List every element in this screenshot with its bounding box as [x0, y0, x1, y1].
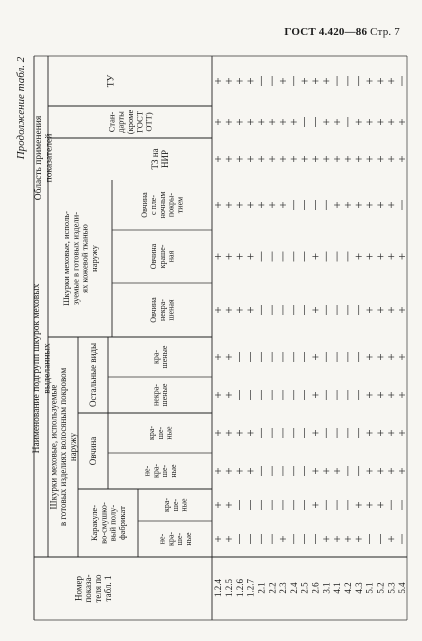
standards-header-label-line: ОТТ) — [143, 112, 154, 132]
leaf-label-6 — [149, 297, 176, 323]
page-number: Стр. 7 — [370, 26, 400, 38]
row-number-1.2.4 — [213, 579, 223, 598]
leather-out-header-label-line: зуемые в готовых издели- — [70, 211, 81, 306]
leaf-label-0-line: кра- — [166, 531, 176, 547]
continuation-note-line: Продолжение табл. 2 — [14, 56, 27, 160]
row-number-line: 5.2 — [375, 582, 386, 594]
leaf-label-2 — [143, 464, 178, 478]
row-number-4.1 — [332, 582, 342, 593]
row-number-4.2 — [343, 582, 353, 593]
area-header-label-line: Область применения — [34, 115, 45, 201]
leaf-label-5-line: кра- — [151, 349, 161, 365]
row-number-line: 3.1 — [321, 582, 332, 594]
standards-header-label-line: дарты — [115, 111, 126, 133]
row-number-2.1 — [256, 582, 266, 593]
leaf-label-8 — [140, 192, 184, 219]
karakul-header-label-line: Каракуле- — [88, 504, 99, 542]
hair-out-header-label — [48, 368, 78, 527]
continuation-note — [15, 56, 27, 160]
row-number-4.3 — [354, 582, 364, 594]
tz-header-label-line: НИР — [160, 149, 171, 169]
number-column-header-line: показа- — [83, 574, 94, 603]
number-column-header — [73, 574, 113, 603]
row-number-line: 4.2 — [343, 582, 354, 594]
standards-header-label-line: Стан- — [106, 111, 117, 133]
leather-out-header-label — [61, 211, 99, 306]
leaf-label-3-line: кра- — [147, 425, 156, 441]
tu-header-label — [106, 74, 116, 87]
karakul-header-label-line: во-смушко- — [98, 502, 109, 544]
karakul-header-label — [89, 502, 127, 544]
row-number-2.4 — [289, 582, 299, 594]
leaf-label-2-line: ше- — [160, 464, 170, 478]
row-number-1.2.7 — [246, 579, 256, 598]
row-number-2.6 — [311, 582, 321, 594]
row-number-line: 4.3 — [353, 582, 364, 594]
row-number-line: 5.1 — [364, 582, 375, 594]
row-number-line: 5.4 — [397, 582, 408, 594]
leaf-label-5-line: шеные — [160, 345, 170, 369]
leaf-label-7-line: краше- — [157, 244, 167, 269]
hair-out-header-label-line: Шкурки меховые, используемые — [48, 384, 59, 510]
row-number-line: 2.1 — [256, 582, 267, 594]
row-number-5.2 — [376, 582, 386, 593]
leaf-label-5 — [151, 345, 169, 368]
leaf-label-1-line: ные — [179, 498, 189, 512]
leaf-label-8-line: тием — [175, 196, 185, 214]
leaf-label-2-line: ные — [169, 464, 178, 478]
row-number-2.2 — [267, 582, 277, 593]
leather-out-header-label-line: Шкурки меховые, исполь- — [60, 211, 71, 306]
leaf-label-1 — [162, 498, 189, 512]
leaf-label-8-line: с пле- — [149, 194, 158, 216]
row-number-5.4 — [397, 582, 407, 594]
row-number-line: 2.2 — [267, 582, 278, 594]
leather-out-header-label-line: наружу — [89, 245, 99, 272]
group-header-label-line: Наименование подгрупп шкурок меховых — [32, 283, 43, 454]
hair-out-header-label-line: наружу — [68, 432, 79, 462]
leaf-label-7-line: Овчина — [149, 243, 158, 270]
number-column-header-line: теля по — [93, 574, 104, 603]
leaf-label-3 — [147, 426, 174, 440]
leaf-label-7-line: ная — [166, 250, 176, 263]
leaf-label-1-line: кра- — [162, 497, 171, 513]
row-number-line: 1.2.4 — [213, 579, 224, 597]
leaf-label-8-line: покры- — [166, 192, 176, 218]
row-number-2.3 — [278, 582, 288, 594]
row-number-5.1 — [365, 582, 375, 593]
leaf-label-3-line: ше- — [155, 426, 165, 440]
row-number-line: 2.5 — [299, 582, 310, 594]
leaf-label-2-line: не- — [142, 465, 152, 477]
leaf-label-6-line: некра- — [157, 299, 167, 321]
area-header-label-line: показателей — [44, 133, 55, 183]
area-header-label — [33, 115, 54, 200]
leaf-label-6-line: Овчина — [149, 297, 158, 323]
other-header-label — [88, 343, 98, 407]
ovchina-header-label — [88, 437, 98, 466]
row-number-5.3 — [386, 582, 396, 594]
row-number-line: 5.3 — [386, 582, 397, 594]
tz-header-label-line: ТЗ на — [150, 148, 161, 170]
leaf-label-7 — [149, 243, 176, 269]
row-number-line: 4.1 — [332, 582, 343, 594]
row-number-line: 2.4 — [288, 582, 299, 594]
leaf-label-1-line: ше- — [170, 498, 180, 512]
tz-header-label — [150, 148, 170, 169]
standards-header-label — [106, 110, 153, 135]
row-number-3.1 — [321, 582, 331, 593]
group-header-label-line: выделанных — [42, 343, 53, 394]
leaf-label-0-line: ше- — [175, 532, 185, 546]
row-number-line: 2.6 — [310, 582, 321, 594]
leaf-label-4 — [151, 383, 169, 406]
standards-header-label-line: (кроме — [124, 109, 135, 135]
leather-out-header-label-line: ях кожевой тканью — [79, 224, 90, 293]
leaf-label-8-line: Овчина — [140, 192, 150, 218]
row-number-line: 1.2.6 — [234, 579, 245, 597]
leaf-label-6-line: шеная — [166, 299, 176, 321]
row-number-2.5 — [300, 582, 310, 594]
tu-header-label-line: ТУ — [106, 74, 117, 88]
row-number-line: 1.2.7 — [245, 579, 256, 597]
number-column-header-line: табл. 1 — [103, 575, 113, 602]
karakul-header-label-line: фабрикат — [117, 506, 127, 540]
row-number-line: 1.2.5 — [223, 579, 234, 597]
row-number-line: 2.3 — [278, 582, 289, 594]
leaf-label-0-line: не- — [157, 533, 167, 545]
leaf-label-0-line: ные — [184, 532, 193, 546]
hair-out-header-label-line: в готовых изделиях волосяным покровом — [58, 367, 69, 527]
standards-header-label-line: ГОСТ — [134, 111, 145, 133]
standard-number: ГОСТ 4.420—86 — [284, 26, 368, 38]
row-number-1.2.5 — [224, 579, 234, 598]
karakul-header-label-line: вый полу- — [107, 504, 118, 542]
leaf-label-0 — [158, 532, 193, 546]
ovchina-header-label-line: Овчина — [88, 436, 99, 466]
row-number-1.2.6 — [235, 579, 245, 598]
leaf-label-3-line: ные — [164, 426, 174, 440]
number-column-header-line: Номер — [73, 575, 84, 602]
leaf-label-2-line: кра- — [151, 463, 161, 479]
leaf-label-4-line: некра- — [151, 384, 161, 406]
leaf-label-4-line: шеные — [160, 383, 170, 407]
other-header-label-line: Остальные виды — [88, 342, 99, 408]
leaf-label-8-line: ночным — [157, 191, 167, 219]
